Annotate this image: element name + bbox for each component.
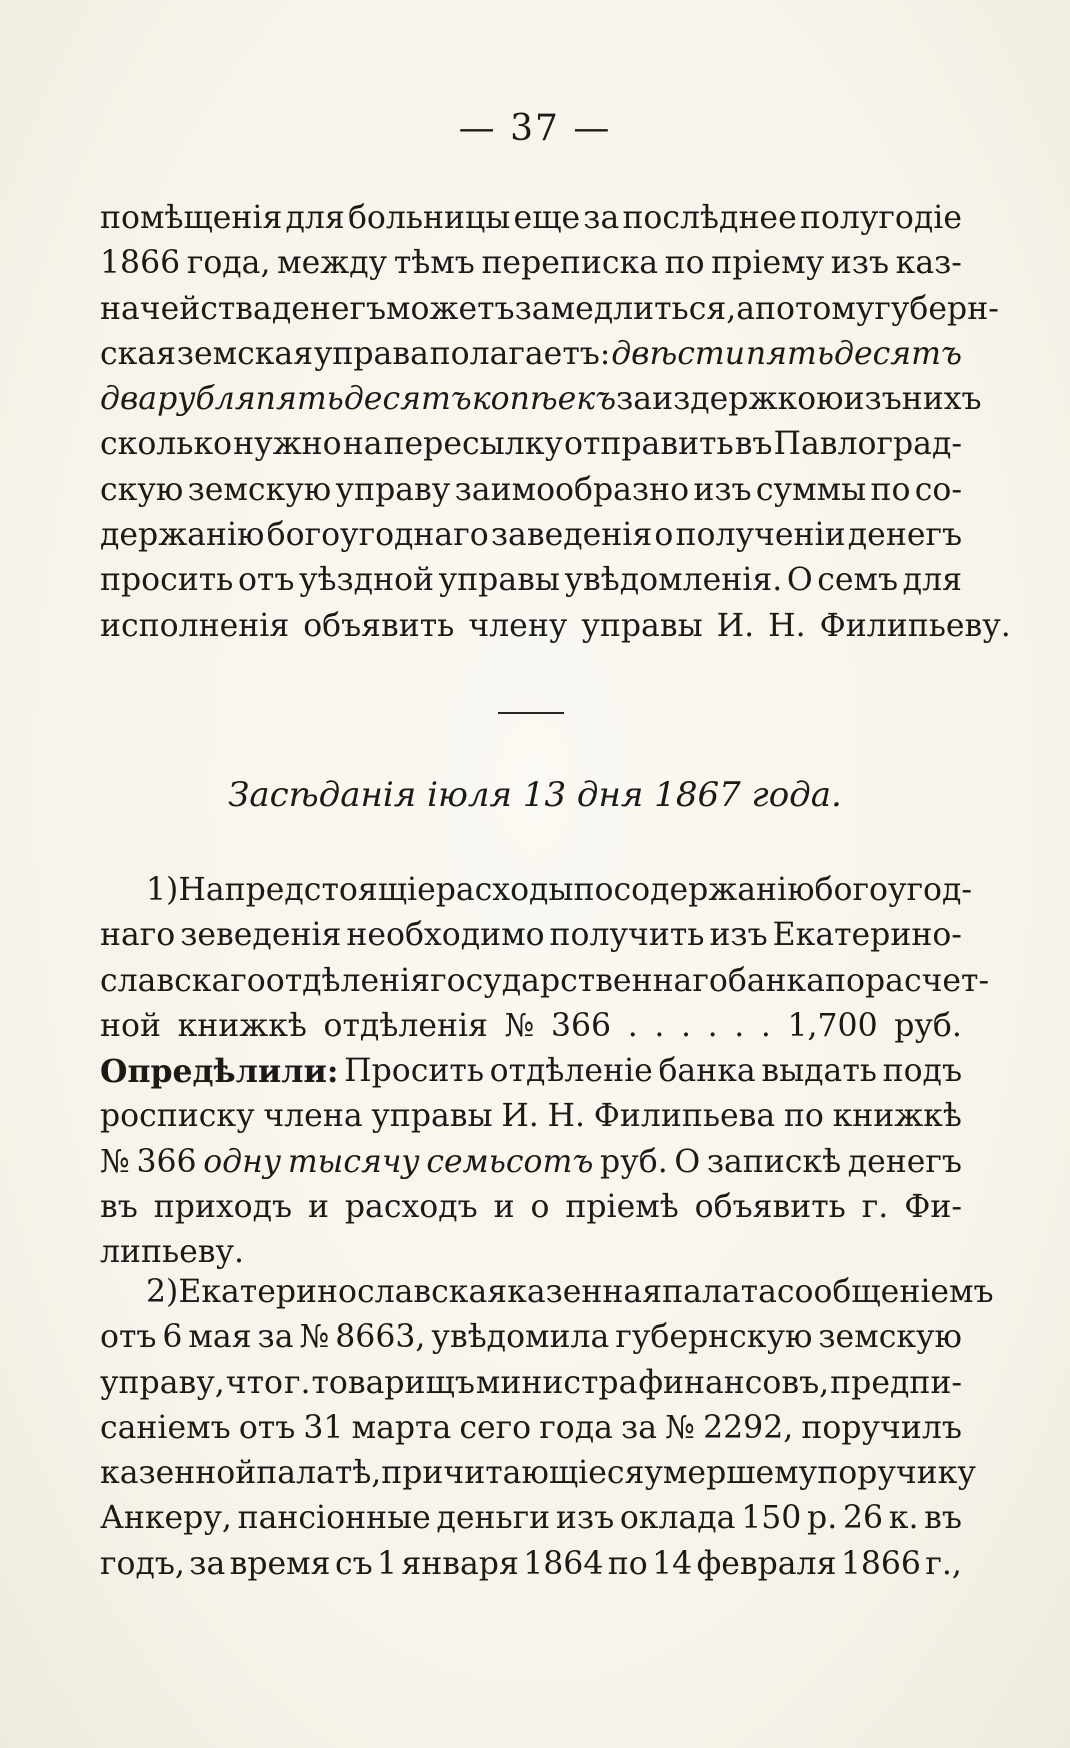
word: руб. — [600, 1143, 668, 1180]
text-line — [100, 1542, 962, 1587]
word: ская — [100, 335, 176, 372]
word: губерн- — [874, 290, 999, 327]
word: товарищъ — [311, 1364, 475, 1401]
word: издержкою — [652, 381, 844, 418]
word: объявить — [303, 607, 455, 644]
section-divider — [498, 712, 564, 714]
word: г. — [861, 1189, 889, 1226]
text-line — [100, 604, 1011, 649]
item-2 — [100, 1270, 994, 1587]
text-line — [100, 868, 972, 913]
word: одну — [203, 1143, 282, 1180]
text-line — [100, 913, 962, 958]
word: управа — [313, 335, 429, 372]
word: 2) — [146, 1274, 179, 1310]
word: тысячу — [287, 1143, 420, 1180]
word: пятьдесятъ — [745, 335, 962, 372]
word: 2292, — [703, 1409, 794, 1446]
word: на — [342, 426, 383, 463]
word: для — [285, 200, 345, 236]
word: 6 — [162, 1319, 183, 1356]
word: получить — [549, 917, 705, 954]
word: по — [870, 471, 911, 508]
word: 1,700 — [787, 1007, 878, 1044]
word: банка — [658, 1053, 756, 1090]
word: 1 — [377, 1545, 398, 1582]
word: деньги — [436, 1500, 551, 1537]
word: марта — [351, 1409, 452, 1446]
word: богоугоднаго — [266, 517, 489, 554]
word: земская — [176, 335, 314, 372]
word: за — [616, 381, 653, 418]
word: еще — [513, 200, 581, 236]
word: поручилъ — [801, 1409, 962, 1446]
text-line — [100, 377, 982, 422]
word: можетъ — [386, 290, 515, 327]
word: за — [189, 1545, 226, 1582]
word: № — [665, 1409, 695, 1446]
word: о — [530, 1189, 550, 1226]
word: въ — [924, 1500, 962, 1537]
text-line — [100, 1004, 962, 1049]
word: управу — [335, 471, 451, 508]
word: полугодіе — [799, 200, 962, 236]
word: увѣдомила — [431, 1319, 610, 1356]
word: февраля — [696, 1545, 837, 1582]
word: отдѣленіе — [489, 1053, 653, 1090]
paragraph-top — [100, 196, 1011, 649]
word: заимообразно — [454, 471, 690, 508]
text-line — [100, 1406, 962, 1451]
word: по — [607, 1545, 648, 1582]
word: полученіи — [675, 517, 846, 554]
text-line — [100, 1496, 962, 1541]
word: . — [627, 1007, 638, 1044]
word: министра — [475, 1364, 638, 1401]
page-number: — 37 — — [458, 108, 612, 149]
word: отдѣленія — [265, 962, 431, 999]
word: государственнаго — [430, 962, 728, 999]
word: И. — [716, 607, 755, 644]
word: замедлиться, — [514, 290, 737, 327]
word: богоугод- — [814, 872, 972, 908]
word: члена — [263, 1098, 363, 1135]
word: финансовъ, — [638, 1364, 830, 1401]
word: въ — [100, 1189, 138, 1226]
text-line — [100, 1185, 962, 1230]
text-line — [100, 959, 990, 1004]
word: 1866 — [100, 245, 181, 282]
text-line — [100, 513, 962, 558]
word: выдать — [761, 1053, 877, 1090]
word: . — [707, 1007, 718, 1044]
word: 366 — [550, 1007, 612, 1044]
text-line — [100, 1230, 962, 1275]
word: рубля — [157, 381, 256, 418]
text-line — [100, 422, 962, 467]
word: расходы — [435, 872, 574, 908]
word: управы — [438, 562, 560, 599]
word: № — [100, 1143, 130, 1180]
text-line — [100, 241, 962, 286]
word: О — [786, 562, 813, 599]
word: пріему — [711, 245, 825, 282]
word: запискѣ — [706, 1143, 842, 1180]
word: отъ — [100, 1319, 157, 1356]
word: пятьдесятъ — [255, 381, 472, 418]
word: банка — [727, 962, 826, 999]
text-line — [100, 287, 999, 332]
word: книжкѣ — [832, 1098, 962, 1135]
word: № — [299, 1319, 330, 1356]
word: славскаго — [100, 962, 266, 999]
text-line — [100, 1315, 962, 1360]
word: содержанію — [613, 872, 815, 908]
word: исполненія — [100, 607, 290, 644]
word: копѣекъ — [471, 381, 617, 418]
word: И. — [501, 1098, 539, 1135]
word: объявить — [694, 1189, 846, 1226]
word: руб. — [894, 1007, 962, 1044]
word: съ — [334, 1545, 373, 1582]
word: палатѣ, — [256, 1455, 382, 1492]
word: мая — [188, 1319, 252, 1356]
word: р. — [807, 1500, 838, 1537]
word: и — [493, 1189, 515, 1226]
word: 31 — [303, 1409, 344, 1446]
word: росписку — [100, 1098, 255, 1135]
word: ной — [100, 1007, 161, 1044]
word: два — [100, 381, 158, 418]
word: губернскую — [615, 1319, 813, 1356]
word: земскую — [187, 471, 332, 508]
word: въ — [734, 426, 773, 463]
word: полагаетъ: — [429, 335, 611, 372]
word: оклада — [619, 1500, 736, 1537]
word: наго — [100, 917, 176, 954]
word: Фи- — [904, 1189, 962, 1226]
word: поручику — [817, 1455, 976, 1492]
word: изъ — [843, 381, 902, 418]
word: управу, — [100, 1364, 225, 1401]
word: изъ — [830, 245, 890, 282]
word: . — [654, 1007, 665, 1044]
word: денегъ — [847, 1143, 962, 1180]
word: нужно — [233, 426, 342, 463]
word: пересылку — [383, 426, 563, 463]
word: земскую — [818, 1319, 962, 1356]
word: Анкеру, — [100, 1500, 232, 1537]
word: начейства — [100, 290, 272, 327]
item-1 — [100, 868, 990, 1276]
section-title: Засѣданія іюля 13 дня 1867 года. — [228, 775, 842, 815]
word: управы — [581, 607, 703, 644]
word: суммы — [755, 471, 867, 508]
word: по — [664, 245, 705, 282]
word: пансіонные — [237, 1500, 431, 1537]
word: сего — [459, 1409, 532, 1446]
word: отъ — [237, 562, 295, 599]
word: годъ, — [100, 1545, 185, 1582]
word: предстоящіе — [224, 872, 436, 908]
word: зеведенія — [180, 917, 342, 954]
word: № — [504, 1007, 535, 1044]
word: по — [573, 872, 614, 908]
word: денегъ — [847, 517, 962, 554]
word: что — [225, 1364, 283, 1401]
word: 366 — [136, 1143, 197, 1180]
word: расходъ — [344, 1189, 478, 1226]
word: уѣздной — [298, 562, 435, 599]
word: года — [539, 1409, 613, 1446]
word: послѣднее — [622, 200, 797, 236]
word: необходимо — [346, 917, 545, 954]
word: члену — [468, 607, 568, 644]
word: нихъ — [901, 381, 982, 418]
word: помѣщенія — [100, 200, 283, 236]
text-line — [100, 558, 962, 603]
word: палата — [662, 1274, 777, 1310]
word: просить — [100, 562, 234, 599]
word: больницы — [347, 200, 511, 236]
word: Н. — [768, 607, 806, 644]
word: . — [680, 1007, 691, 1044]
word: приходъ — [153, 1189, 293, 1226]
text-line — [100, 468, 962, 513]
text-line — [100, 1270, 994, 1315]
word: со- — [914, 471, 962, 508]
word: по — [825, 962, 865, 999]
word: изъ — [555, 1500, 615, 1537]
text-line — [100, 1094, 962, 1139]
word: сообщеніемъ — [776, 1274, 994, 1310]
word: к. — [888, 1500, 919, 1537]
word: и — [307, 1189, 329, 1226]
word: казенной — [100, 1455, 257, 1492]
word: года, — [186, 245, 271, 282]
word: 1866 — [840, 1545, 921, 1582]
word: Филипьеву. — [819, 607, 1011, 644]
word: января — [401, 1545, 519, 1582]
word: казенная — [507, 1274, 663, 1310]
text-line — [100, 1140, 962, 1185]
word: Екатерино- — [772, 917, 962, 954]
word: за — [257, 1319, 294, 1356]
word: переписка — [481, 245, 658, 282]
word: тѣмъ — [393, 245, 475, 282]
word: а — [736, 290, 755, 327]
word: изъ — [709, 917, 768, 954]
word: денегъ — [271, 290, 387, 327]
word: семьсотъ — [426, 1143, 594, 1180]
word: расчет- — [865, 962, 990, 999]
word: О — [674, 1143, 701, 1180]
word: . — [760, 1007, 771, 1044]
word: о — [654, 517, 674, 554]
text-line — [100, 332, 962, 377]
word: Екатеринославская — [178, 1274, 508, 1310]
word: отъ — [238, 1409, 296, 1446]
word: за — [621, 1409, 658, 1446]
text-line — [100, 1361, 962, 1406]
word: книжкѣ — [177, 1007, 307, 1044]
word: 8663, — [335, 1319, 426, 1356]
word: увѣдомленія. — [564, 562, 783, 599]
word: сколько — [100, 426, 233, 463]
word: изъ — [693, 471, 752, 508]
word: двѣсти — [611, 335, 746, 372]
word: Н. — [547, 1098, 586, 1135]
word: время — [229, 1545, 331, 1582]
word: Просить — [344, 1053, 484, 1090]
word: Опредѣлили: — [100, 1053, 339, 1091]
word: Филипьева — [593, 1098, 776, 1135]
word: для — [902, 562, 962, 599]
word: каз- — [895, 245, 962, 282]
word: причитающіеся — [381, 1455, 645, 1492]
word: умершему — [644, 1455, 818, 1492]
word: держанію — [100, 517, 265, 554]
word: 1) — [146, 872, 179, 908]
word: липьеву. — [100, 1234, 245, 1271]
word: заведенія — [490, 517, 653, 554]
word: скую — [100, 471, 184, 508]
word: предпи- — [830, 1364, 962, 1401]
word: саніемъ — [100, 1409, 231, 1446]
word: г., — [925, 1545, 962, 1582]
text-line — [100, 1049, 962, 1094]
text-line — [100, 1451, 976, 1496]
word: Павлоград- — [773, 426, 962, 463]
word: пріемѣ — [565, 1189, 679, 1226]
word: по — [783, 1098, 824, 1135]
word: 14 — [652, 1545, 693, 1582]
word: за — [583, 200, 620, 236]
word: управы — [371, 1098, 493, 1135]
word: 26 — [842, 1500, 884, 1537]
word: семъ — [817, 562, 899, 599]
word: между — [277, 245, 388, 282]
word: 1864 — [523, 1545, 604, 1582]
word: На — [178, 872, 225, 908]
text-line — [100, 196, 962, 241]
word: подъ — [882, 1053, 962, 1090]
word: . — [734, 1007, 745, 1044]
word: потому — [755, 290, 875, 327]
word: отправить — [564, 426, 734, 463]
word: г. — [283, 1364, 311, 1401]
word: отдѣленія — [323, 1007, 488, 1044]
word: 150 — [741, 1500, 802, 1537]
